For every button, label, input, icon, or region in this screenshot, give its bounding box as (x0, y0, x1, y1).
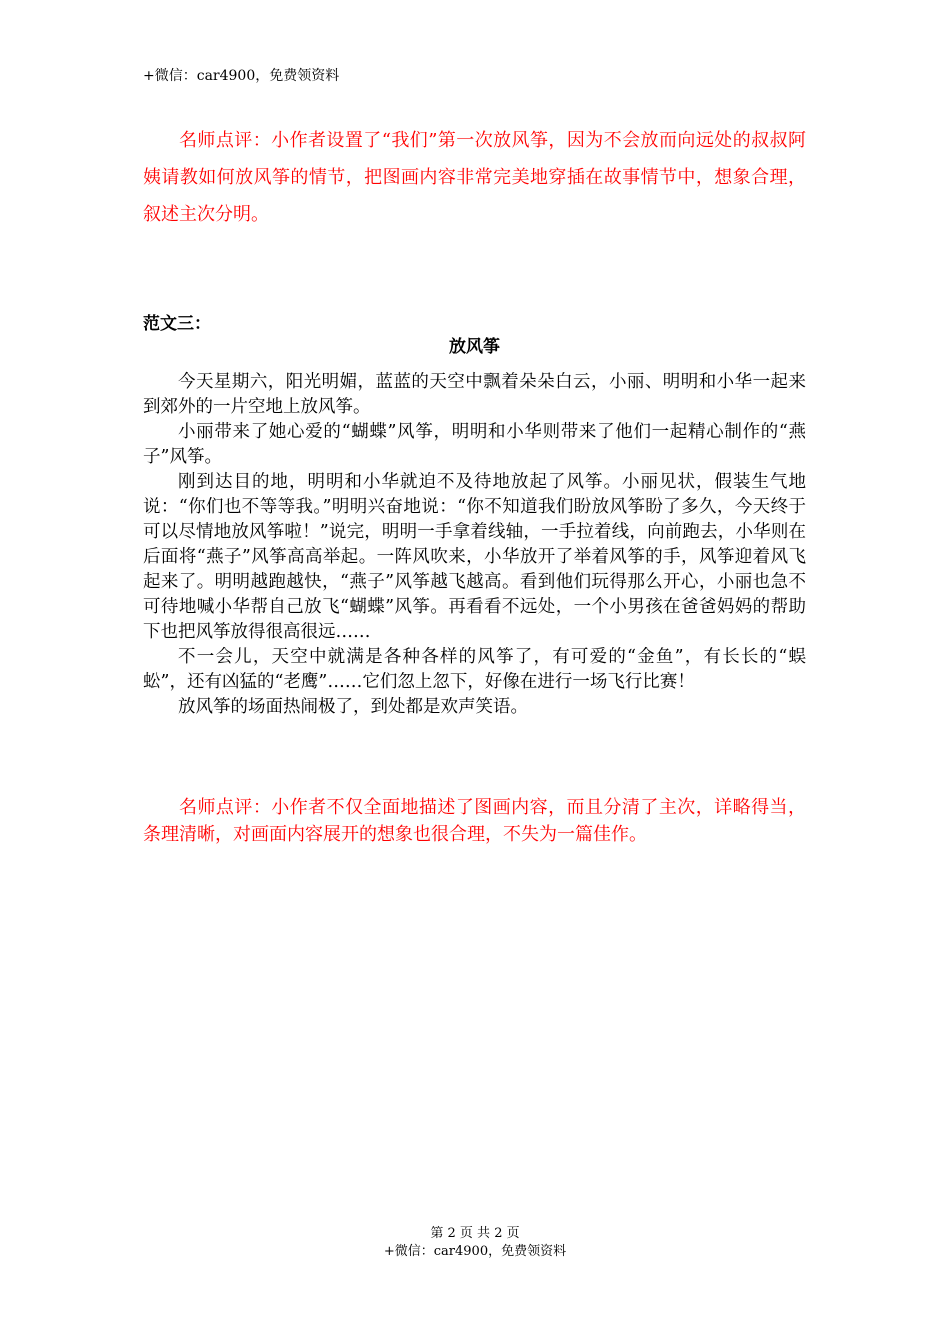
header-note: +微信：car4900，免费领资料 (143, 68, 340, 84)
essay-paragraph: 放风筝的场面热闹极了，到处都是欢声笑语。 (178, 697, 528, 717)
teacher-comment-1-text: 名师点评：小作者设置了“我们”第一次放风筝，因为不会放而向远处的叔叔阿姨请教如何放风筝的情节，把图画内容非常完美地穿插在故事情节中，想象合理，叙述主次分明。 (143, 130, 806, 225)
page-number: 第 2 页 共 2 页 (430, 1226, 520, 1241)
section-label: 范文三： (143, 314, 211, 334)
essay-body (143, 370, 806, 720)
essay-paragraph: 今天星期六，阳光明媚，蓝蓝的天空中飘着朵朵白云，小丽、明明和小华一起来到郊外的一片空地上放风筝。 (143, 372, 806, 417)
essay-paragraph: 不一会儿，天空中就满是各种各样的风筝了，有可爱的“金鱼”，有长长的“蜈蚣”，还有凶猛的“老鹰”……它们忽上忽下，好像在进行一场飞行比赛！ (143, 647, 806, 692)
teacher-comment-2 (143, 794, 806, 848)
essay-paragraph: 刚到达目的地，明明和小华就迫不及待地放起了风筝。小丽见状，假装生气地说：“你们也不等等我。”明明兴奋地说：“你不知道我们盼放风筝盼了多久，今天终于可以尽情地放风筝啦！”说完，明明一手拿着线轴，一手拉着线，向前跑去，小华则在后面将“燕子”风筝高高举起。一阵风吹来，小华放开了举着风筝的手，风筝迎着风飞起来了。明明越跑越快，“燕子”风筝越飞越高。看到他们玩得那么开心，小丽也急不可待地喊小华帮自己放飞“蝴蝶”风筝。再看看不远处，一个小男孩在爸爸妈妈的帮助下也把风筝放得很高很远…… (143, 472, 806, 642)
footer-note: +微信：car4900，免费领资料 (383, 1244, 567, 1259)
teacher-comment-1 (143, 122, 806, 233)
essay-title: 放风筝 (449, 337, 500, 357)
essay-paragraph: 小丽带来了她心爱的“蝴蝶”风筝，明明和小华则带来了他们一起精心制作的“燕子”风筝。 (143, 422, 806, 467)
teacher-comment-2-text: 名师点评：小作者不仅全面地描述了图画内容，而且分清了主次，详略得当，条理清晰，对画面内容展开的想象也很合理，不失为一篇佳作。 (143, 797, 806, 845)
